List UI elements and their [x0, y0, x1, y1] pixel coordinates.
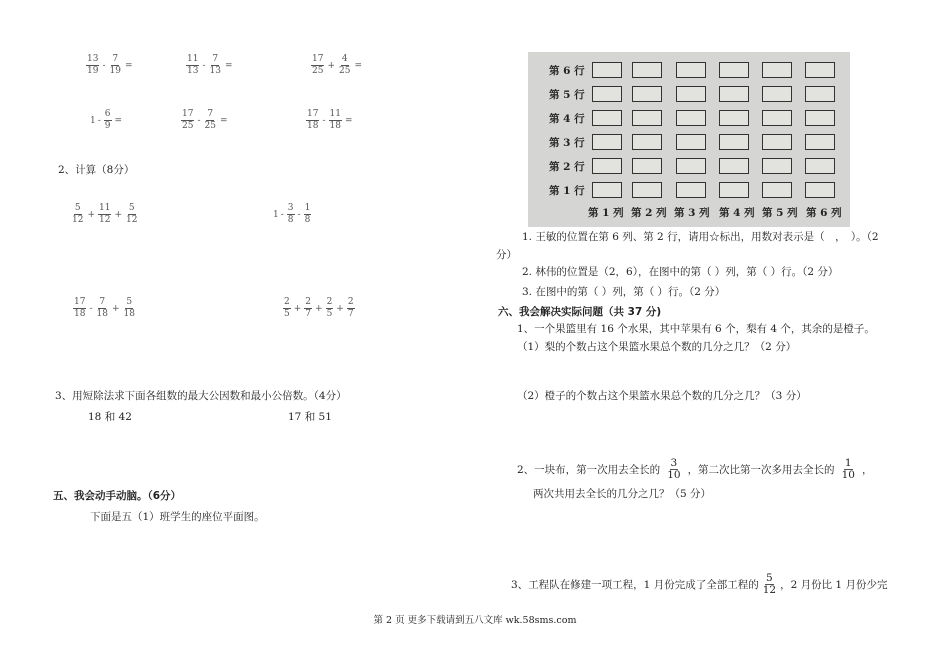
section-6-title: 六、我会解决实际问题（共 37 分) [498, 306, 662, 318]
calc-expr-2: 1 - $\frac{3}{8}$ - $\frac{1}{8}$ [273, 203, 311, 225]
seat-box [676, 182, 706, 198]
page-footer: 第 2 页 更多下载请到五八文库 wk.58sms.com [373, 615, 577, 626]
seat-box [592, 62, 622, 78]
seat-box [592, 110, 622, 126]
seat-box [719, 62, 749, 78]
section-5-title: 五、我会动手动脑。（6分） [53, 490, 182, 502]
q3-title: 3、用短除法求下面各组数的最大公因数和最小公倍数。（4分） [55, 390, 347, 402]
seat-box [719, 182, 749, 198]
row-label-4: 第 4 行 [549, 113, 585, 125]
seat-box [805, 158, 835, 174]
seat-box [805, 86, 835, 102]
seat-box [632, 86, 662, 102]
fraction-expr-2: $\frac{11}{13}$ - $\frac{7}{13}$ = [187, 54, 233, 76]
seat-box [805, 110, 835, 126]
col-label-2: 第 2 列 [631, 207, 667, 219]
seat-box [676, 86, 706, 102]
col-label-3: 第 3 列 [674, 207, 710, 219]
sec5-q2: 2. 林伟的位置是（2，6），在图中的第（ ）列，第（ ）行。（2 分） [522, 266, 839, 278]
row-label-1: 第 1 行 [549, 185, 585, 197]
calc-expr-4: $\frac{2}{5}$ + $\frac{2}{7}$ + $\frac{2}{5}$ + $\frac{2}{7}$ [284, 297, 354, 319]
seat-box [632, 158, 662, 174]
row-label-6: 第 6 行 [549, 65, 585, 77]
col-label-1: 第 1 列 [588, 207, 624, 219]
seat-box [592, 182, 622, 198]
section-5-intro: 下面是五（1）班学生的座位平面图。 [90, 511, 265, 523]
sec6-problem-2-line2: 两次共用去全长的几分之几？（5 分） [533, 488, 712, 500]
seat-box [632, 182, 662, 198]
sec6-problem-1a: （1）梨的个数占这个果篮水果总个数的几分之几？（2 分） [517, 341, 797, 353]
row-label-3: 第 3 行 [549, 137, 585, 149]
row-label-5: 第 5 行 [549, 89, 585, 101]
q3-pair-1: 18 和 42 [88, 411, 132, 423]
seat-chart-image [528, 52, 850, 227]
seat-box [805, 62, 835, 78]
col-label-5: 第 5 列 [762, 207, 798, 219]
seat-box [592, 134, 622, 150]
seat-box [762, 110, 792, 126]
sec5-q1-line1: 1. 王敏的位置在第 6 列、第 2 行，请用☆标出，用数对表示是（ ， ）。（2 [522, 231, 879, 243]
fraction-expr-1: $\frac{13}{19}$ - $\frac{7}{19}$ = [87, 54, 133, 76]
seat-box [632, 110, 662, 126]
sec6-problem-1: 1、一个果篮里有 16 个水果，其中苹果有 6 个，梨有 4 个，其余的是橙子。 [517, 323, 875, 335]
sec5-q1-line2: 分） [496, 249, 517, 261]
calc-expr-3: $\frac{17}{18}$ - $\frac{7}{18}$ + $\frac{5}{18}$ [74, 297, 135, 319]
seat-box [676, 158, 706, 174]
seat-box [805, 182, 835, 198]
fraction-expr-5: $\frac{17}{25}$ - $\frac{7}{25}$ = [182, 109, 228, 131]
seat-box [719, 110, 749, 126]
fraction-expr-4: 1 - $\frac{6}{9}$ = [90, 109, 123, 131]
fraction-expr-6: $\frac{17}{18}$ - $\frac{11}{18}$ = [307, 109, 353, 131]
seat-box [676, 62, 706, 78]
sec5-q3: 3. 在图中的第（ ）列，第（ ）行。（2 分） [522, 286, 726, 298]
q3-pair-2: 17 和 51 [288, 411, 332, 423]
sec6-problem-2: 2、一块布，第一次用去全长的 $\frac{3}{10}$ ，第二次比第一次多用去全长的 $\frac{1}{10}$ ， [517, 457, 873, 481]
fraction-expr-3: $\frac{17}{25}$ + $\frac{4}{25}$ = [312, 54, 362, 76]
seat-box [762, 134, 792, 150]
seat-box [719, 158, 749, 174]
seat-box [805, 134, 835, 150]
seat-box [762, 86, 792, 102]
seat-box [719, 86, 749, 102]
sec6-problem-1b: （2）橙子的个数占这个果篮水果总个数的几分之几？（3 分） [517, 390, 807, 402]
seat-box [676, 110, 706, 126]
seat-box [719, 134, 749, 150]
calc-expr-1: $\frac{5}{12}$ + $\frac{11}{12}$ + $\frac{5}{12}$ [72, 203, 138, 225]
sec6-problem-3: 3、工程队在修建一项工程，1 月份完成了全部工程的 $\frac{5}{12}$ ，2 月份比 1 月份少完 [511, 572, 888, 596]
seat-box [592, 86, 622, 102]
seat-box [676, 134, 706, 150]
seat-box [762, 62, 792, 78]
seat-box [592, 158, 622, 174]
seat-box [632, 134, 662, 150]
seat-box [632, 62, 662, 78]
seat-box [762, 158, 792, 174]
q2-title: 2、计算（8分） [58, 164, 135, 176]
seat-box [762, 182, 792, 198]
col-label-6: 第 6 列 [806, 207, 842, 219]
col-label-4: 第 4 列 [719, 207, 755, 219]
row-label-2: 第 2 行 [549, 161, 585, 173]
